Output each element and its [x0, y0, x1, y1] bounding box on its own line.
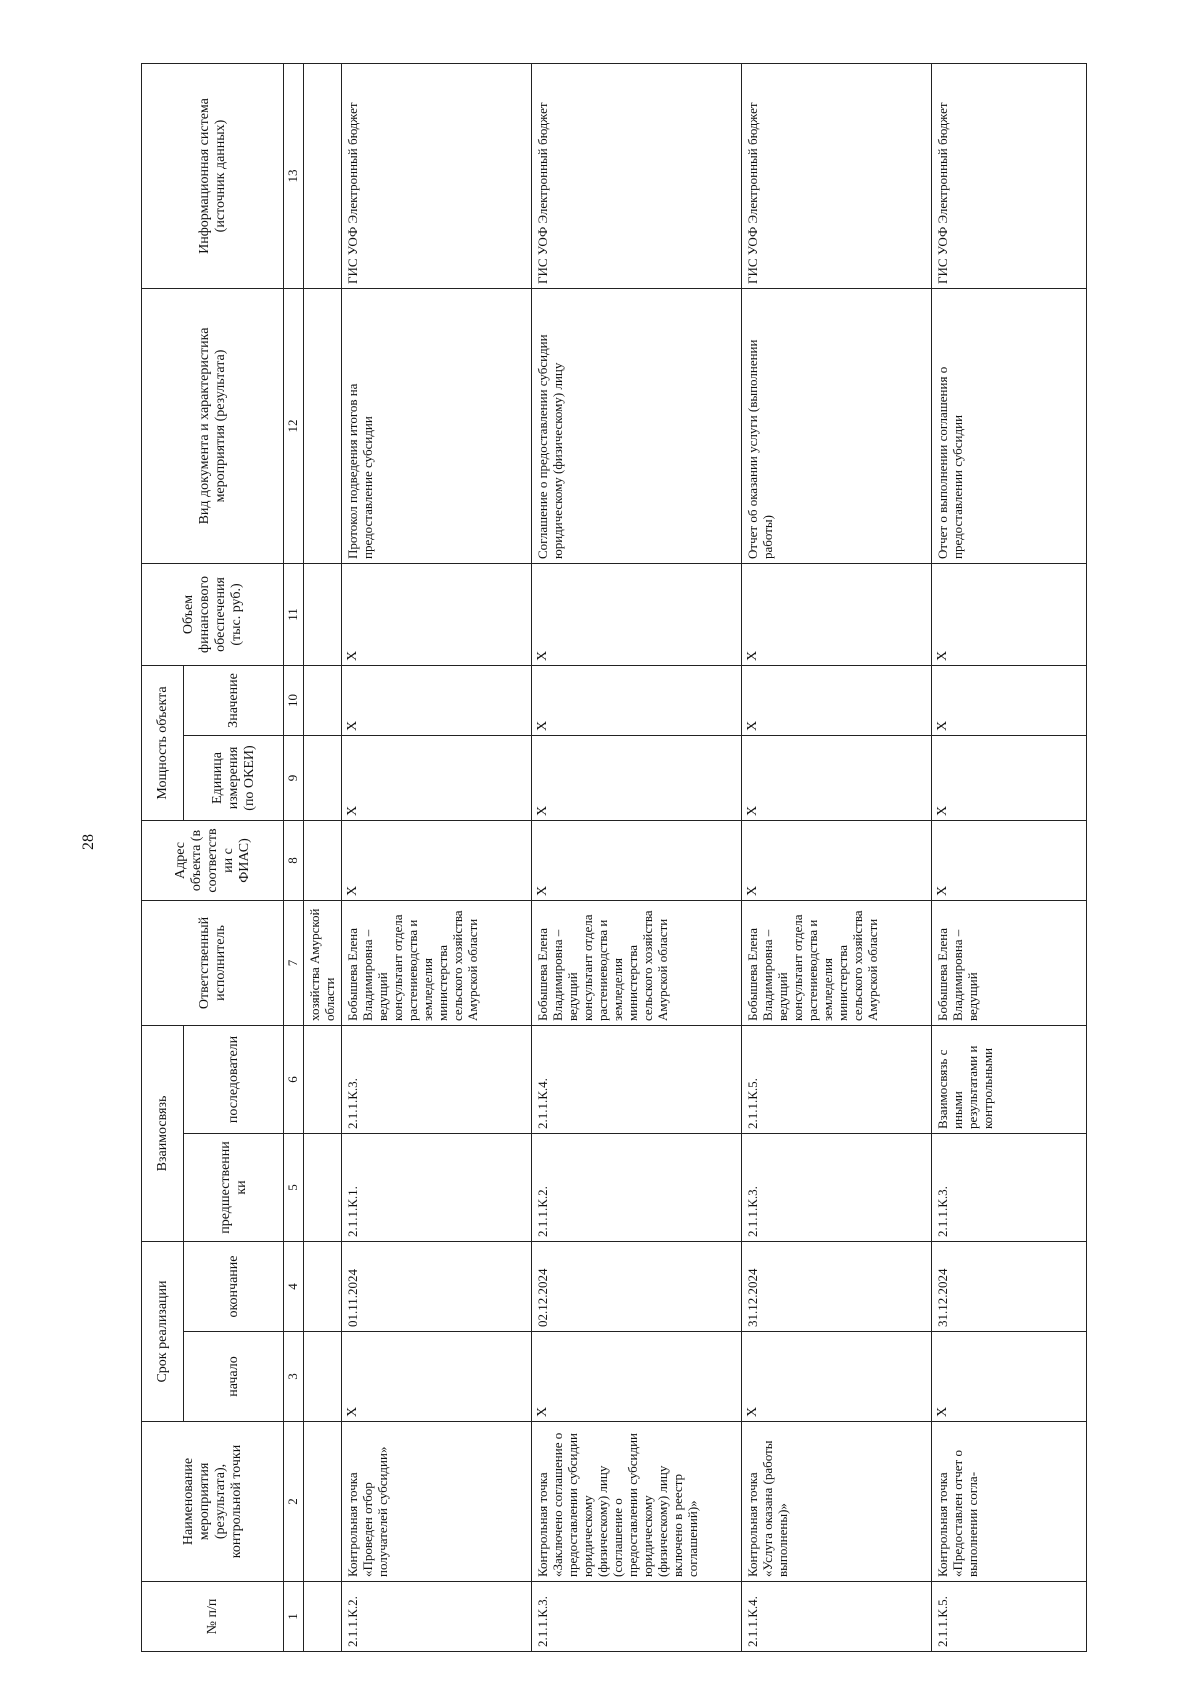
cell-pred: 2.1.1.К.1. [342, 1134, 532, 1242]
cell-fin: Х [532, 563, 742, 665]
col-number: 7 [284, 901, 304, 1026]
cell-is: ГИС УОФ Электронный бюджет [742, 63, 932, 288]
cell-end: 31.12.2024 [932, 1242, 1087, 1332]
cell-empty [304, 288, 342, 563]
cell-value: Х [532, 665, 742, 735]
table-row [342, 63, 532, 1651]
cell-empty [304, 1332, 342, 1422]
cell-empty [304, 1422, 342, 1582]
cell-empty [304, 665, 342, 735]
cell-name: Контрольная точка «Проведен отбор получателей субсидии» [342, 1422, 532, 1582]
header-end: окончание [184, 1242, 284, 1332]
col-number: 9 [284, 736, 304, 821]
cell-is: ГИС УОФ Электронный бюджет [932, 63, 1087, 288]
cell-n: 2.1.1.К.2. [342, 1582, 532, 1652]
cell-addr: Х [742, 821, 932, 901]
col-number: 1 [284, 1582, 304, 1652]
cell-empty [304, 1134, 342, 1242]
header-pred: предшественники [184, 1134, 284, 1242]
cell-is: ГИС УОФ Электронный бюджет [532, 63, 742, 288]
cell-resp: Бобышева Елена Владимировна –ведущий консультант отдела растениеводства и земледелия министерства сельского хозяйства Амурской области [742, 901, 932, 1026]
cell-doc: Протокол подведения итогов на предоставление субсидии [342, 288, 532, 563]
cell-doc: Соглашение о предоставлении субсидии юридическому (физическому) лицу [532, 288, 742, 563]
header-succ: последователи [184, 1026, 284, 1134]
cell-addr: Х [932, 821, 1087, 901]
header-start: начало [184, 1332, 284, 1422]
cell-n: 2.1.1.К.4. [742, 1582, 932, 1652]
cell-empty [304, 1242, 342, 1332]
cell-name: Контрольная точка «Заключено соглашение о предоставлении субсидии юридическому (физическому) лицу (соглашение о предоставлении субсидии юридическому (физическому) лицу включено в реестр соглашений)» [532, 1422, 742, 1582]
cell-end: 02.12.2024 [532, 1242, 742, 1332]
header-unit: Единица измерения (по ОКЕИ) [184, 736, 284, 821]
header-links: Взаимосвязь [142, 1026, 184, 1242]
table-row [532, 63, 742, 1651]
cell-succ: 2.1.1.К.5. [742, 1026, 932, 1134]
cell-empty [304, 821, 342, 901]
cell-unit: Х [532, 736, 742, 821]
cell-pred: 2.1.1.К.2. [532, 1134, 742, 1242]
col-number: 10 [284, 665, 304, 735]
cell-empty [304, 63, 342, 288]
cell-start: Х [932, 1332, 1087, 1422]
header-resp: Ответственный исполнитель [142, 901, 284, 1026]
cell-empty [304, 1582, 342, 1652]
header-doc: Вид документа и характеристика мероприятия (результата) [142, 288, 284, 563]
cell-n: 2.1.1.К.3. [532, 1582, 742, 1652]
cell-start: Х [342, 1332, 532, 1422]
col-number: 5 [284, 1134, 304, 1242]
cell-is: ГИС УОФ Электронный бюджет [342, 63, 532, 288]
col-number: 6 [284, 1026, 304, 1134]
cell-empty [304, 1026, 342, 1134]
header-row-1 [142, 63, 184, 1651]
cell-end: 31.12.2024 [742, 1242, 932, 1332]
cell-empty [304, 736, 342, 821]
cell-addr: Х [532, 821, 742, 901]
cell-pred: 2.1.1.К.3. [742, 1134, 932, 1242]
col-number: 13 [284, 63, 304, 288]
cell-n: 2.1.1.К.5. [932, 1582, 1087, 1652]
cell-unit: Х [742, 736, 932, 821]
rotated-table-sheet [141, 64, 1086, 1652]
cell-resp: Бобышева Елена Владимировна –ведущий [932, 901, 1087, 1026]
cell-start: Х [742, 1332, 932, 1422]
cell-name: Контрольная точка «Услуга оказана (работы выполнены)» [742, 1422, 932, 1582]
page-number: 28 [80, 834, 97, 850]
cell-value: Х [932, 665, 1087, 735]
col-number: 3 [284, 1332, 304, 1422]
table-row [932, 63, 1087, 1651]
col-number: 2 [284, 1422, 304, 1582]
cell-fin: Х [932, 563, 1087, 665]
cell-pred: 2.1.1.К.3. [932, 1134, 1087, 1242]
header-fin: Объем финансового обеспечения (тыс. руб.) [142, 563, 284, 665]
cell-resp: Бобышева Елена Владимировна –ведущий консультант отдела растениеводства и земледелия министерства сельского хозяйства Амурской области [532, 901, 742, 1026]
cell-name: Контрольная точка «Предоставлен отчет о выполнении согла- [932, 1422, 1087, 1582]
header-is: Информационная система (источник данных) [142, 63, 284, 288]
table-row [742, 63, 932, 1651]
continuation-row [304, 63, 342, 1651]
header-addr: Адрес объекта (в соответствии с ФИАС) [142, 821, 284, 901]
cell-resp: хозяйства Амурской области [304, 901, 342, 1026]
cell-doc: Отчет о выполнении соглашения о предоставлении субсидии [932, 288, 1087, 563]
cell-doc: Отчет об оказании услуги (выполнении работы) [742, 288, 932, 563]
cell-resp: Бобышева Елена Владимировна –ведущий консультант отдела растениеводства и земледелия министерства сельского хозяйства Амурской области [342, 901, 532, 1026]
header-term: Срок реализации [142, 1242, 184, 1422]
activities-table [141, 63, 1087, 1652]
col-number: 12 [284, 288, 304, 563]
cell-start: Х [532, 1332, 742, 1422]
cell-addr: Х [342, 821, 532, 901]
col-number: 8 [284, 821, 304, 901]
cell-value: Х [742, 665, 932, 735]
cell-unit: Х [932, 736, 1087, 821]
cell-succ: Взаимосвязь с иными результатами и контрольными [932, 1026, 1087, 1134]
header-name: Наименование мероприятия (результата), контрольной точки [142, 1422, 284, 1582]
cell-succ: 2.1.1.К.3. [342, 1026, 532, 1134]
cell-end: 01.11.2024 [342, 1242, 532, 1332]
header-value: Значение [184, 665, 284, 735]
cell-value: Х [342, 665, 532, 735]
header-n: № п/п [142, 1582, 284, 1652]
cell-fin: Х [742, 563, 932, 665]
cell-fin: Х [342, 563, 532, 665]
header-power: Мощность объекта [142, 665, 184, 820]
cell-empty [304, 563, 342, 665]
col-number: 11 [284, 563, 304, 665]
cell-succ: 2.1.1.К.4. [532, 1026, 742, 1134]
col-number: 4 [284, 1242, 304, 1332]
cell-unit: Х [342, 736, 532, 821]
column-number-row [284, 63, 304, 1651]
